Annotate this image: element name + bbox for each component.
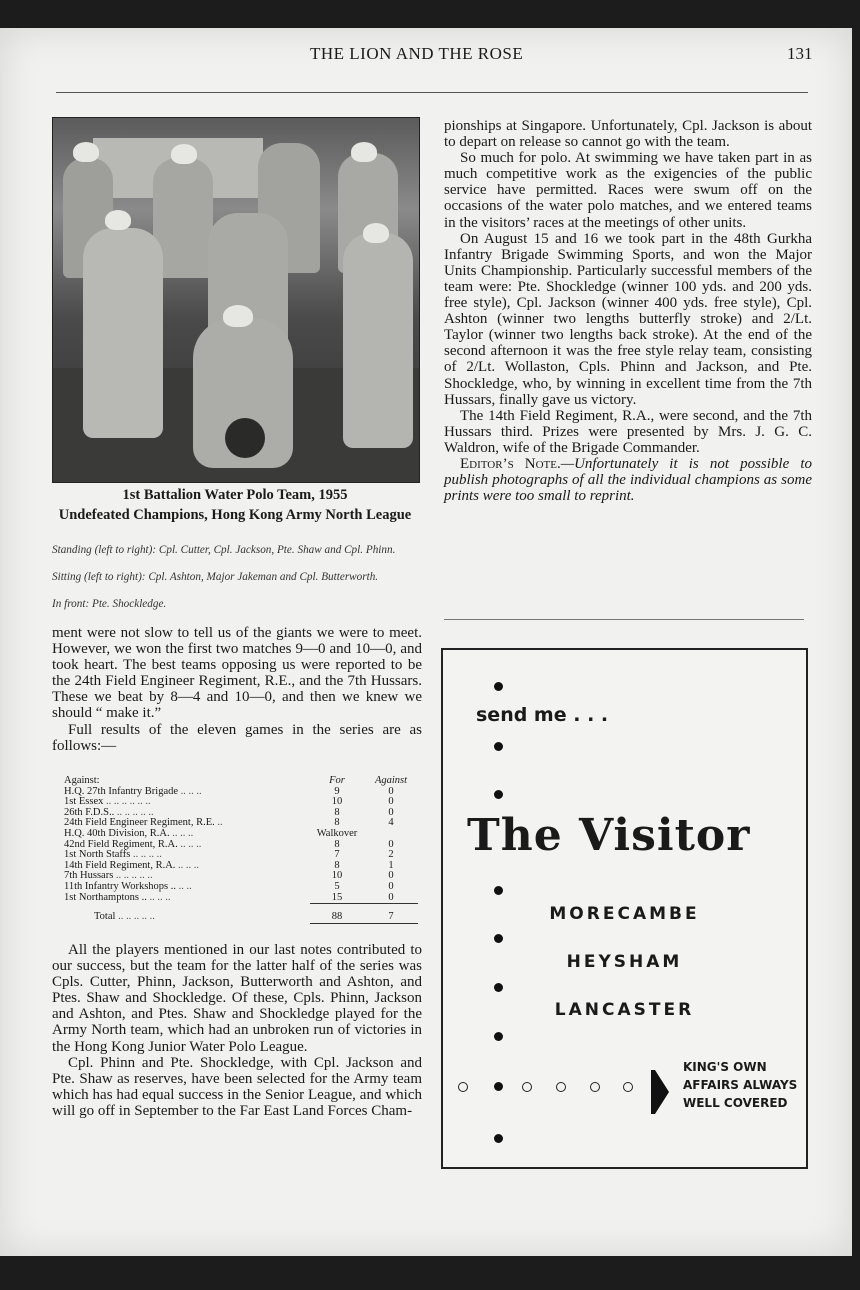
- page-number: 131: [787, 44, 813, 63]
- bullet-dot: [494, 983, 503, 992]
- bullet-dot: [494, 1082, 503, 1091]
- score-for: 9: [334, 785, 340, 797]
- team-name: 14th Field Regiment, R.A.: [64, 859, 176, 871]
- leader-dots: .. .. ..: [146, 891, 171, 903]
- total-against: 7: [364, 904, 418, 924]
- right-column: [444, 118, 812, 504]
- total-dots: .. .. .. .. ..: [115, 911, 155, 923]
- team-name: 7th Hussars: [64, 870, 114, 882]
- photo-cap: [351, 142, 377, 162]
- score-for: Walkover: [316, 827, 358, 839]
- ad-tag-line-1: KING'S OWN: [683, 1060, 767, 1074]
- score-for: 8: [334, 838, 340, 850]
- photo-cap: [223, 305, 253, 327]
- caption-standing: Standing (left to right): Cpl. Cutter, Cpl. Jackson, Pte. Shaw and Cpl. Phinn.: [52, 544, 396, 556]
- score-against: 0: [388, 806, 394, 818]
- photo-player: [83, 228, 163, 438]
- score-against: 0: [388, 785, 394, 797]
- table-total-row: [64, 904, 418, 924]
- ad-send-me: send me . . .: [476, 704, 609, 726]
- photo-player: [343, 233, 413, 448]
- score-against: 1: [388, 859, 394, 871]
- bullet-dot: [494, 886, 503, 895]
- score-for: 10: [331, 870, 343, 882]
- paragraph: Full results of the eleven games in the series are as follows:—: [52, 721, 422, 754]
- bullet-dot: [494, 934, 503, 943]
- header-against-score: Against: [374, 775, 408, 786]
- total-for: 88: [310, 904, 364, 924]
- total-label: Total: [94, 911, 116, 923]
- leader-dots: .. .. .. ..: [130, 849, 162, 861]
- ring-dot: [458, 1082, 468, 1092]
- photo-cap: [73, 142, 99, 162]
- score-for: 5: [334, 880, 340, 892]
- header-against: Against:: [64, 775, 100, 786]
- caption-sitting: Sitting (left to right): Cpl. Ashton, Major Jakeman and Cpl. Butterworth.: [52, 571, 379, 583]
- leader-dots: .. .. .. .. ..: [113, 870, 153, 882]
- photo-subtitle: Undefeated Champions, Hong Kong Army North League: [58, 507, 412, 523]
- team-cell: [64, 893, 310, 904]
- caption-in-front: In front: Pte. Shockledge.: [52, 598, 167, 610]
- photo-cap: [363, 223, 389, 243]
- header-rule: [56, 92, 808, 93]
- score-against: 0: [388, 880, 394, 892]
- editor-note-label: Editor’s Note.: [460, 455, 561, 472]
- team-name: 1st Essex: [64, 796, 104, 808]
- team-name: 24th Field Engineer Regiment, R.E.: [64, 817, 215, 829]
- editor-note-text: —Unfortunately it is not possible to publish photographs of all the individual champions as some prints were too small to reprint.: [444, 455, 812, 505]
- team-name: H.Q. 27th Infantry Brigade: [64, 785, 179, 797]
- score-for: 10: [331, 796, 343, 808]
- team-name: H.Q. 40th Division, R.A.: [64, 827, 170, 839]
- leader-dots: .. .. ..: [178, 785, 202, 797]
- bullet-dot: [494, 682, 503, 691]
- score-for: 8: [334, 817, 340, 829]
- ad-tag-line-3: WELL COVERED: [683, 1096, 788, 1110]
- photo-title: 1st Battalion Water Polo Team, 1955: [122, 487, 348, 503]
- bullet-dot: [494, 742, 503, 751]
- leader-dots: ..: [214, 817, 223, 829]
- team-name: 1st Northamptons ..: [64, 891, 147, 903]
- advertisement-the-visitor: [441, 648, 808, 1169]
- leader-dots: .. .. ..: [175, 859, 200, 871]
- ad-arrow-icon: [655, 1070, 669, 1114]
- editor-note: [444, 456, 812, 504]
- photo-ball: [225, 418, 265, 458]
- paragraph: All the players mentioned in our last notes contributed to our success, but the team for the latter half of the series was Cpls. Cutter, Phinn, Jackson, Butterworth and Ashton, and Ptes. Shaw and Shockledge. Of these, Cpls. Phinn, Jackson and Ashton, and Ptes. Shaw and Shockledge played for the Army North team, which had an unbroken run of victories in the Hong Kong Junior Water Polo League.: [52, 942, 422, 1055]
- running-title: THE LION AND THE ROSE: [310, 44, 524, 63]
- ad-place-morecambe: MORECAMBE: [549, 904, 700, 924]
- ring-dot: [522, 1082, 532, 1092]
- bullet-dot: [494, 1134, 503, 1143]
- bullet-dot: [494, 1032, 503, 1041]
- team-name: 26th F.D.S..: [64, 806, 115, 818]
- score-against: [364, 829, 418, 840]
- ring-dot: [623, 1082, 633, 1092]
- ad-tag-line-2: AFFAIRS ALWAYS: [683, 1078, 798, 1092]
- header-for: For: [329, 775, 345, 786]
- score-against: 4: [388, 817, 394, 829]
- score-for: 8: [334, 859, 340, 871]
- column-separator-rule: [444, 619, 804, 620]
- paragraph: pionships at Singapore. Unfortunately, Cpl. Jackson is about to depart on release so cannot go with the team.: [444, 118, 812, 151]
- ad-title: The Visitor: [467, 810, 751, 861]
- ring-dot: [590, 1082, 600, 1092]
- bullet-dot: [494, 790, 503, 799]
- leader-dots: .. .. .. .. ..: [114, 806, 154, 818]
- team-name: 1st North Staffs: [64, 849, 131, 861]
- paragraph: On August 15 and 16 we took part in the 48th Gurkha Infantry Brigade Swimming Sports, and won the Major Units Championship. Particularly successful members of the team were: Pte. Shockledge (winner 100 yds. and 200 yds. free style), Cpl. Jackson (winner 400 yds. free style), Cpl. Ashton (winner two lengths butterfly stroke) and 2/Lt. Taylor (winner two lengths back stroke). At the end of the second afternoon it was the free style relay team, consisting of 2/Lt. Wollaston, Cpls. Phinn and Jackson, and Pte. Shockledge, who, by winning in excellent time from the 7th Hussars, finally gave us victory.: [444, 230, 812, 408]
- paragraph: Cpl. Phinn and Pte. Shockledge, with Cpl. Jackson and Pte. Shaw as reserves, have been selected for the Army team which has had equal success in the Senior League, and which will go off in September to the Far East Land Forces Cham-: [52, 1054, 422, 1119]
- photo-cap: [171, 144, 197, 164]
- score-against: 0: [388, 796, 394, 808]
- results-table: [64, 776, 418, 924]
- ring-dot: [556, 1082, 566, 1092]
- score-against: 0: [388, 891, 394, 903]
- ad-tagline: [683, 1058, 797, 1112]
- team-name: 42nd Field Regiment, R.A.: [64, 838, 178, 850]
- ad-place-lancaster: LANCASTER: [554, 1000, 695, 1020]
- leader-dots: .. .. ..: [169, 827, 194, 839]
- paragraph: So much for polo. At swimming we have taken part in as much competitive work as the exigencies of the public service have permitted. Races were swum off on the occasions of the water polo matches, and we entered teams in the visitors’ races at the meetings of other units.: [444, 150, 812, 231]
- paragraph: The 14th Field Regiment, R.A., were second, and the 7th Hussars third. Prizes were presented by Mrs. J. G. C. Waldron, wife of the Brigade Commander.: [444, 407, 812, 456]
- leader-dots: .. .. .. .. .. ..: [103, 796, 151, 808]
- leader-dots: .. .. ..: [177, 838, 202, 850]
- left-column-bottom: [52, 942, 422, 1119]
- score-for: 15: [331, 891, 343, 903]
- leader-dots: .. ..: [176, 880, 192, 892]
- score-for: 8: [334, 806, 340, 818]
- score-against: 2: [388, 849, 394, 861]
- left-column-top: [52, 625, 422, 754]
- score-against: 0: [388, 870, 394, 882]
- team-photograph: [52, 117, 420, 483]
- score-against: 0: [388, 838, 394, 850]
- table-row: [64, 893, 418, 904]
- score-for: 7: [334, 849, 340, 861]
- ad-place-heysham: HEYSHAM: [566, 952, 683, 972]
- paragraph: ment were not slow to tell us of the giants we were to meet. However, we won the first two matches 9—0 and 10—0, and took heart. The best teams opposing us were reported to be the 24th Field Engineer Regiment, R.E., and the 7th Hussars. These we beat by 8—4 and 10—0, and then we knew we should “ make it.”: [52, 625, 422, 722]
- photo-cap: [105, 210, 131, 230]
- team-name: 11th Infantry Workshops ..: [64, 880, 177, 892]
